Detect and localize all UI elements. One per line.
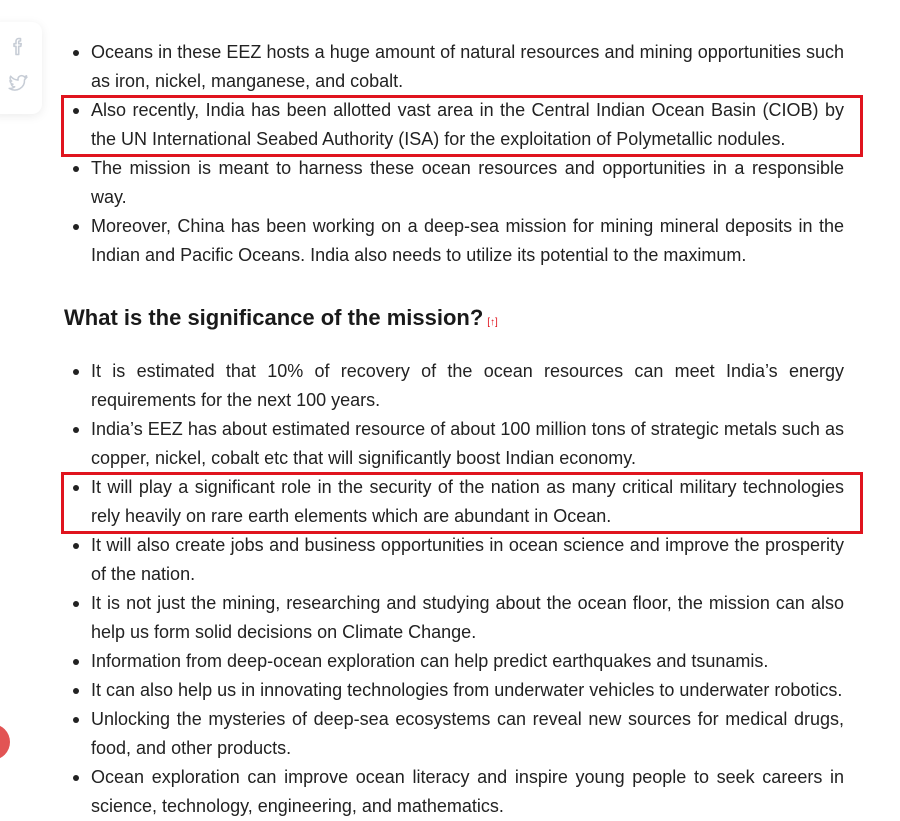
twitter-icon[interactable] xyxy=(6,71,30,95)
list-item: Oceans in these EEZ hosts a huge amount of natural resources and mining opportunities such as iron, nickel, manganese, and cobalt. xyxy=(64,38,844,96)
list-item: It is estimated that 10% of recovery of the ocean resources can meet India’s energy requirements for the next 100 years. xyxy=(64,357,844,415)
list-item-highlighted: Also recently, India has been allotted vast area in the Central Indian Ocean Basin (CIOB) by the UN International Seabed Authority (ISA) for the exploitation of Polymetallic nodules. xyxy=(64,96,844,154)
section-heading-text: What is the significance of the mission? xyxy=(64,305,484,330)
list-item: Moreover, China has been working on a deep-sea mission for mining mineral deposits in the Indian and Pacific Oceans. India also needs to utilize its potential to the maximum. xyxy=(64,212,844,270)
list-item-highlighted: It will play a significant role in the security of the nation as many critical military technologies rely heavily on rare earth elements which are abundant in Ocean. xyxy=(64,473,844,531)
list-item: India’s EEZ has about estimated resource of about 100 million tons of strategic metals such as copper, nickel, cobalt etc that will significantly boost Indian economy. xyxy=(64,415,844,473)
eez-resources-list xyxy=(64,38,844,270)
list-item: It is not just the mining, researching and studying about the ocean floor, the mission can also help us form solid decisions on Climate Change. xyxy=(64,589,844,647)
social-share-bar xyxy=(0,22,42,114)
article-content xyxy=(64,38,844,821)
list-item: Unlocking the mysteries of deep-sea ecosystems can reveal new sources for medical drugs, food, and other products. xyxy=(64,705,844,763)
list-item: It can also help us in innovating technologies from underwater vehicles to underwater robotics. xyxy=(64,676,844,705)
list-item: It will also create jobs and business opportunities in ocean science and improve the prosperity of the nation. xyxy=(64,531,844,589)
back-to-top-link[interactable]: [↑] xyxy=(487,317,498,328)
section-heading xyxy=(64,297,844,344)
list-item: Ocean exploration can improve ocean literacy and inspire young people to seek careers in science, technology, engineering, and mathematics. xyxy=(64,763,844,821)
list-item: The mission is meant to harness these ocean resources and opportunities in a responsible way. xyxy=(64,154,844,212)
floating-action-button[interactable] xyxy=(0,724,10,760)
significance-list xyxy=(64,357,844,821)
list-item: Information from deep-ocean exploration can help predict earthquakes and tsunamis. xyxy=(64,647,844,676)
facebook-icon[interactable] xyxy=(6,34,30,58)
